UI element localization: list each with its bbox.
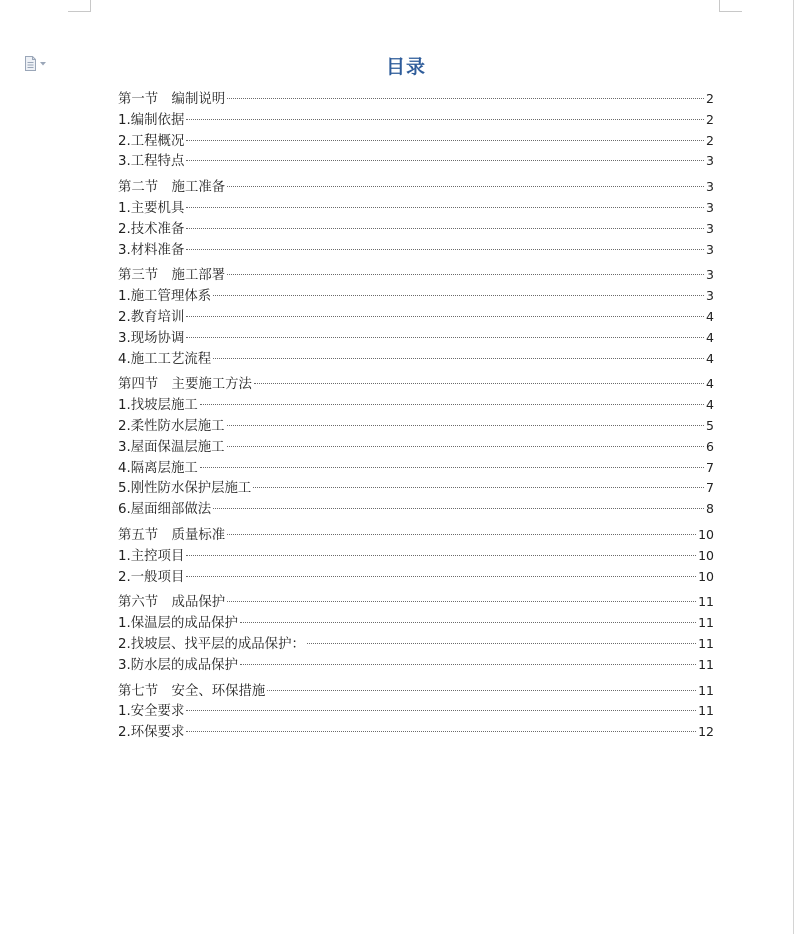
toc-dot-leader [186,555,696,556]
toc-entry-text: 1.主控项目 [118,548,185,564]
toc-subsection-entry[interactable] [118,499,714,520]
toc-entry-text: 4.施工工艺流程 [118,351,212,367]
toc-page-number: 11 [698,635,714,651]
toc-dot-leader [227,601,696,602]
toc-page-number: 3 [706,288,714,304]
toc-subsection-entry[interactable] [118,328,714,349]
toc-section-entry[interactable] [118,592,714,613]
toc-subsection-entry[interactable] [118,458,714,479]
toc-dot-leader [227,274,704,275]
toc-section-entry[interactable] [118,177,714,198]
toc-entry-text: 第五节 质量标准 [118,527,226,543]
toc-subsection-entry[interactable] [118,655,714,676]
toc-subsection-entry[interactable] [118,219,714,240]
toc-dot-leader [307,643,696,644]
toc-entry-text: 3.现场协调 [118,330,185,346]
toc-page-number: 11 [698,656,714,672]
toc-dot-leader [213,295,704,296]
toc-page-number: 3 [706,267,714,283]
toc-dot-leader [200,467,704,468]
toc-entry-text: 1.主要机具 [118,200,185,216]
toc-dot-leader [227,446,705,447]
toc-entry-text: 2.教育培训 [118,309,185,325]
toc-subsection-entry[interactable] [118,349,714,370]
toc-entry-text: 2.环保要求 [118,725,185,741]
toc-dot-leader [186,160,704,161]
toc-page-number: 4 [706,308,714,324]
toc-subsection-entry[interactable] [118,416,714,437]
table-of-contents [118,89,714,743]
toc-entry-text: 1.安全要求 [118,704,185,720]
toc-page-number: 11 [698,703,714,719]
toc-title: 目录 [385,56,426,78]
toc-dot-leader [186,119,704,120]
toc-subsection-entry[interactable] [118,613,714,634]
page-edge [793,0,794,934]
toc-section-entry[interactable] [118,374,714,395]
toc-page-number: 3 [706,153,714,169]
toc-page-number: 4 [706,329,714,345]
toc-dot-leader [254,383,704,384]
toc-page-number: 5 [706,417,714,433]
toc-page-number: 2 [706,91,714,106]
toc-entry-text: 1.施工管理体系 [118,289,212,305]
margin-corner-mark-top-right [719,0,742,12]
toc-entry-text: 1.找坡层施工 [118,398,198,414]
toc-dot-leader [200,404,704,405]
toc-subsection-entry[interactable] [118,567,714,588]
toc-page-number: 3 [706,179,714,195]
toc-dot-leader [253,487,704,488]
toc-page-number: 10 [698,526,714,542]
toc-subsection-entry[interactable] [118,131,714,152]
toc-entry-text: 2.工程概况 [118,133,185,149]
toc-dot-leader [227,534,696,535]
toc-entry-text: 第七节 安全、环保措施 [118,683,266,699]
toc-entry-text: 第四节 主要施工方法 [118,377,252,393]
toc-page-number: 4 [706,397,714,413]
toc-entry-text: 2.柔性防水层施工 [118,418,225,434]
toc-dot-leader [227,425,705,426]
toc-subsection-entry[interactable] [118,286,714,307]
toc-page-number: 12 [698,724,714,740]
toc-subsection-entry[interactable] [118,546,714,567]
toc-entry-text: 3.屋面保温层施工 [118,439,225,455]
toc-subsection-entry[interactable] [118,701,714,722]
toc-entry-text: 第二节 施工准备 [118,180,226,196]
toc-page-number: 7 [706,459,714,475]
toc-entry-text: 第六节 成品保护 [118,595,226,611]
toc-section-entry[interactable] [118,681,714,702]
toc-page-number: 7 [706,480,714,496]
toc-entry-text: 3.工程特点 [118,154,185,170]
toc-subsection-entry[interactable] [118,307,714,328]
toc-subsection-entry[interactable] [118,437,714,458]
toc-dot-leader [213,358,704,359]
toc-dot-leader [186,710,696,711]
toc-subsection-entry[interactable] [118,151,714,172]
toc-dot-leader [213,508,704,509]
toc-dot-leader [186,337,704,338]
toc-page-number: 11 [698,682,714,698]
toc-entry-text: 第一节 编制说明 [118,92,226,107]
toc-dot-leader [240,664,696,665]
toc-entry-text: 6.屋面细部做法 [118,502,212,518]
toc-section-entry[interactable] [118,525,714,546]
toc-page-number: 3 [706,199,714,215]
toc-page-number: 11 [698,594,714,610]
toc-dot-leader [240,622,696,623]
toc-dot-leader [186,228,704,229]
toc-page-number: 8 [706,501,714,517]
toc-entry-text: 2.一般项目 [118,569,185,585]
toc-subsection-entry[interactable] [118,110,714,131]
toc-dot-leader [186,207,704,208]
toc-subsection-entry[interactable] [118,395,714,416]
toc-entry-text: 5.刚性防水保护层施工 [118,481,252,497]
toc-dot-leader [186,731,696,732]
toc-page-number: 4 [706,376,714,392]
toc-page-number: 6 [706,438,714,454]
toc-dot-leader [186,249,704,250]
toc-entry-text: 2.找坡层、找平层的成品保护： [118,636,305,652]
toc-dot-leader [186,140,704,141]
toc-entry-text: 第三节 施工部署 [118,268,226,284]
toc-entry-text: 1.保温层的成品保护 [118,616,238,632]
toc-entry-text: 1.编制依据 [118,112,185,128]
toc-page-number: 11 [698,615,714,631]
toc-page-number: 3 [706,241,714,257]
margin-corner-mark-top-left [68,0,91,12]
toc-entry-text: 3.材料准备 [118,242,185,258]
toc-subsection-entry[interactable] [118,198,714,219]
toc-page-number: 3 [706,220,714,236]
toc-section-entry[interactable] [118,89,714,110]
toc-dot-leader [186,316,704,317]
toc-dot-leader [267,690,696,691]
toc-subsection-entry[interactable] [118,634,714,655]
toc-subsection-entry[interactable] [118,240,714,261]
toc-page-number: 2 [706,111,714,127]
toc-subsection-entry[interactable] [118,722,714,743]
toc-page-number: 2 [706,132,714,148]
toc-entry-text: 3.防水层的成品保护 [118,657,238,673]
toc-section-entry[interactable] [118,265,714,286]
toc-dot-leader [227,98,704,99]
toc-page-number: 4 [706,350,714,366]
toc-entry-text: 4.隔离层施工 [118,460,198,476]
toc-dot-leader [227,186,704,187]
toc-subsection-entry[interactable] [118,478,714,499]
toc-page-number: 10 [698,547,714,563]
toc-page-number: 10 [698,568,714,584]
toc-entry-text: 2.技术准备 [118,221,185,237]
toc-dot-leader [186,576,696,577]
